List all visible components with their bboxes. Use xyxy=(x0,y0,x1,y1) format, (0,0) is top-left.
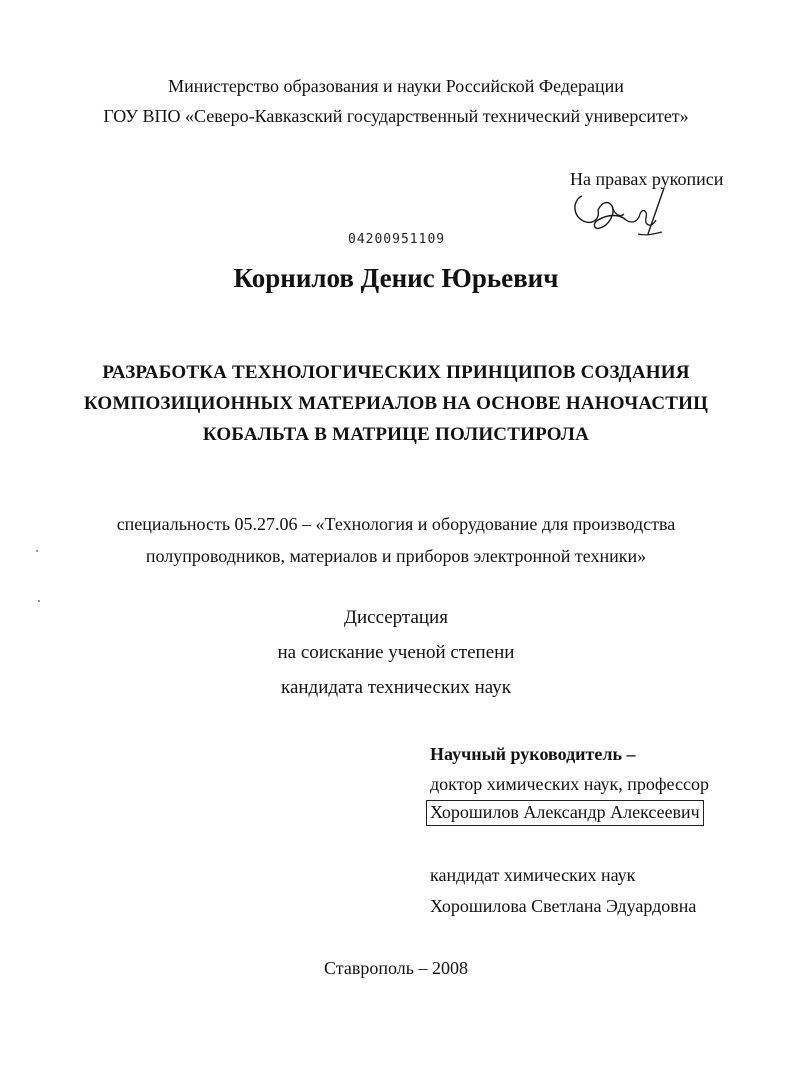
specialty-line: специальность 05.27.06 – «Технология и оборудование для производства xyxy=(116,514,676,534)
ministry-line: Министерство образования и науки Российской Федерации xyxy=(168,76,624,96)
university-line: ГОУ ВПО «Северо-Кавказский государственный технический университет» xyxy=(103,106,689,126)
city-year: Ставрополь – 2008 xyxy=(324,958,468,978)
registration-number: 04200951109 xyxy=(348,232,446,247)
co-supervisor-degree: кандидат химических наук xyxy=(430,865,636,885)
handwritten-signature xyxy=(568,184,674,248)
specialty-line: полупроводников, материалов и приборов электронной техники» xyxy=(145,546,647,566)
thesis-title-line: КОМПОЗИЦИОННЫХ МАТЕРИАЛОВ НА ОСНОВЕ НАНОЧАСТИЦ xyxy=(83,393,709,414)
degree-purpose: на соискание ученой степени xyxy=(277,642,515,663)
supervisor-degree: доктор химических наук, профессор xyxy=(430,774,709,794)
scan-speck xyxy=(38,600,40,602)
supervisor-name: Хорошилов Александр Алексеевич xyxy=(426,800,704,826)
thesis-title-line: КОБАЛЬТА В МАТРИЦЕ ПОЛИСТИРОЛА xyxy=(202,424,590,445)
degree-name: кандидата технических наук xyxy=(281,677,511,698)
scan-speck xyxy=(36,550,38,552)
co-supervisor-name: Хорошилова Светлана Эдуардовна xyxy=(430,896,697,916)
dissertation-type: Диссертация xyxy=(344,607,448,628)
supervisor-label: Научный руководитель – xyxy=(430,744,636,764)
thesis-title-line: РАЗРАБОТКА ТЕХНОЛОГИЧЕСКИХ ПРИНЦИПОВ СОЗДАНИЯ xyxy=(102,362,690,383)
manuscript-rights-note: На правах рукописи xyxy=(570,169,724,189)
author-name: Корнилов Денис Юрьевич xyxy=(233,263,559,293)
